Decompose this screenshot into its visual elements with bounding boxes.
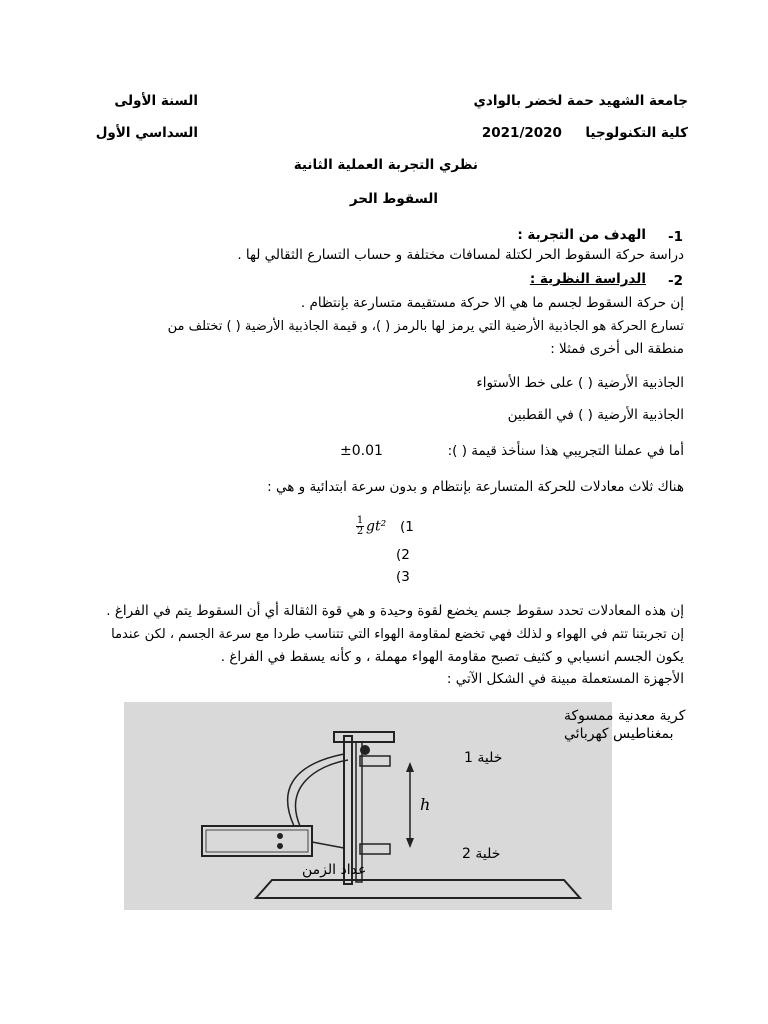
section1-body: دراسة حركة السقوط الحر لكتلة لمسافات مختلفة و حساب التسارع الثقالي لها .	[237, 247, 684, 263]
academic-year: 2021/2020	[481, 125, 562, 141]
equation-1: $\frac{1}{2}$ gt²	[356, 515, 387, 537]
conclusion-line1: إن هذه المعادلات تحدد سقوط جسم يخضع لقوة وحيدة و هي قوة الثقالة أي أن السقوط يتم في الفراغ .	[106, 603, 684, 619]
section2-line3: منطقة الى أخرى فمثلا :	[550, 341, 684, 357]
year-level: السنة الأولى	[114, 93, 198, 109]
section1-heading: الهدف من التجربة :	[517, 227, 646, 243]
timer-knob-2	[277, 843, 283, 849]
conclusion-line2: إن تجربتنا تتم في الهواء و لذلك فهي تخضع لمقاومة الهواء التي تتناسب طردا مع سرعة الجسم ، لكن عندما	[111, 627, 684, 642]
label-cell1: خلية 1	[464, 750, 503, 766]
faculty-line	[482, 124, 688, 142]
lab-value-text: أما في عملنا التجريبي هذا سنأخذ قيمة ( ):	[447, 443, 684, 459]
page-title: نظري التجربة العملية الثانية	[293, 157, 478, 173]
gravity-equator: الجاذبية الأرضية ( ) على خط الأستواء	[476, 375, 684, 391]
equation-1-label: (1	[400, 519, 414, 535]
steel-ball	[360, 745, 370, 755]
semester: السداسي الأول	[95, 125, 198, 141]
faculty-name: كلية التكنولوجيا	[585, 125, 688, 141]
figure-background	[124, 702, 612, 910]
label-timer: عداد الزمن	[302, 862, 367, 878]
label-height: h	[420, 795, 431, 814]
label-magnet: بمغناطيس كهربائي	[564, 726, 674, 742]
section2-heading: الدراسة النظرية :	[529, 271, 646, 287]
apparatus-figure	[124, 702, 686, 910]
gravity-poles: الجاذبية الأرضية ( ) في القطبين	[507, 407, 684, 423]
fraction: $\frac{1}{2}$	[356, 515, 364, 537]
conclusion-line4: الأجهزة المستعملة مبينة في الشكل الآتي :	[446, 671, 684, 687]
label-cell2: خلية 2	[462, 846, 501, 862]
equations-intro: هناك ثلاث معادلات للحركة المتسارعة بإنتظام و بدون سرعة ابتدائية و هي :	[267, 479, 684, 495]
label-ball: كرية معدنية ممسوكة	[564, 708, 686, 724]
timer-knob-1	[277, 833, 283, 839]
section2-line2: تسارع الحركة هو الجاذبية الأرضية التي يرمز لها بالرمز ( )، و قيمة الجاذبية الأرضية ( ) تختلف من	[167, 319, 684, 334]
section2-line1: إن حركة السقوط لجسم ما هي الا حركة مستقيمة متسارعة بإنتظام .	[300, 295, 684, 311]
lab-tolerance: ±0.01	[340, 443, 383, 459]
section2-number: -2	[668, 273, 683, 289]
conclusion-line3: يكون الجسم انسيابي و كثيف تصبح مقاومة الهواء مهملة ، و كأنه يسقط في الفراغ .	[220, 649, 684, 665]
equation-3-label: (3	[396, 569, 410, 585]
page-subtitle: السقوط الحر	[349, 191, 438, 207]
equation-2-label: (2	[396, 547, 410, 563]
university-name: جامعة الشهيد حمة لخضر بالوادي	[473, 93, 688, 109]
section1-number: -1	[668, 229, 683, 245]
